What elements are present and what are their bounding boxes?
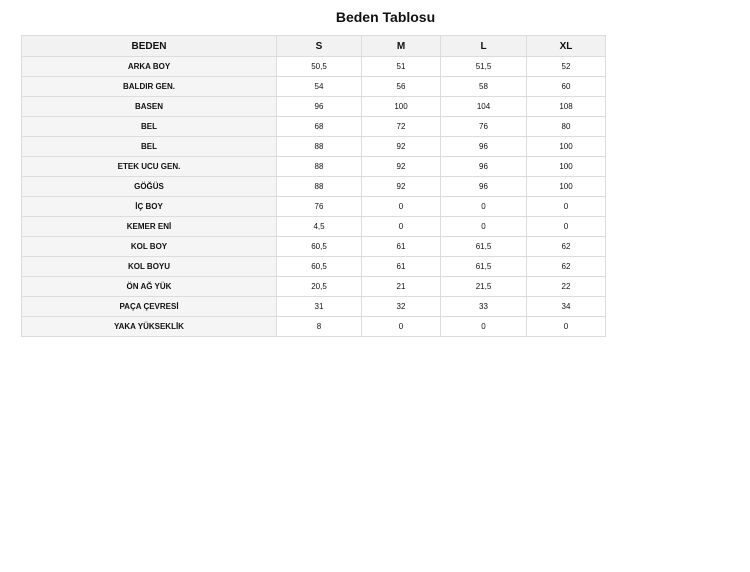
table-row <box>22 117 606 137</box>
table-cell: 96 <box>441 157 527 177</box>
table-cell: 96 <box>441 137 527 157</box>
table-row <box>22 197 606 217</box>
table-cell: 72 <box>362 117 441 137</box>
table-row <box>22 297 606 317</box>
table-cell: 100 <box>527 137 606 157</box>
table-cell: 76 <box>441 117 527 137</box>
row-label: GÖĞÜS <box>22 177 277 197</box>
table-cell: 4,5 <box>277 217 362 237</box>
table-cell: 20,5 <box>277 277 362 297</box>
table-cell: 92 <box>362 157 441 177</box>
page-title: Beden Tablosu <box>335 9 436 25</box>
table-body <box>22 57 606 337</box>
table-cell: 104 <box>441 97 527 117</box>
table-cell: 61 <box>362 237 441 257</box>
table-cell: 0 <box>441 317 527 337</box>
row-label: ETEK UCU GEN. <box>22 157 277 177</box>
table-cell: 0 <box>527 317 606 337</box>
table-cell: 96 <box>277 97 362 117</box>
row-label: PAÇA ÇEVRESİ <box>22 297 277 317</box>
table-cell: 31 <box>277 297 362 317</box>
table-cell: 88 <box>277 157 362 177</box>
table-row <box>22 237 606 257</box>
table-cell: 21 <box>362 277 441 297</box>
table-cell: 51,5 <box>441 57 527 77</box>
table-cell: 21,5 <box>441 277 527 297</box>
table-cell: 0 <box>362 217 441 237</box>
table-cell: 76 <box>277 197 362 217</box>
table-row <box>22 317 606 337</box>
table-cell: 61,5 <box>441 237 527 257</box>
table-cell: 61 <box>362 257 441 277</box>
row-label: BALDIR GEN. <box>22 77 277 97</box>
table-cell: 0 <box>527 217 606 237</box>
row-label: BEL <box>22 137 277 157</box>
row-label: ÖN AĞ YÜK <box>22 277 277 297</box>
table-cell: 22 <box>527 277 606 297</box>
table-cell: 0 <box>441 197 527 217</box>
row-label: KOL BOYU <box>22 257 277 277</box>
table-cell: 0 <box>362 197 441 217</box>
row-label: BASEN <box>22 97 277 117</box>
table-cell: 92 <box>362 137 441 157</box>
table-cell: 68 <box>277 117 362 137</box>
table-cell: 52 <box>527 57 606 77</box>
table-cell: 56 <box>362 77 441 97</box>
table-cell: 0 <box>362 317 441 337</box>
table-cell: 62 <box>527 237 606 257</box>
table-row <box>22 217 606 237</box>
table-cell: 54 <box>277 77 362 97</box>
table-cell: 92 <box>362 177 441 197</box>
table-cell: 96 <box>441 177 527 197</box>
column-header-beden: BEDEN <box>22 36 277 57</box>
table-cell: 88 <box>277 137 362 157</box>
table-cell: 80 <box>527 117 606 137</box>
table-cell: 61,5 <box>441 257 527 277</box>
table-header <box>22 36 606 57</box>
table-row <box>22 137 606 157</box>
table-row <box>22 277 606 297</box>
row-label: İÇ BOY <box>22 197 277 217</box>
table-cell: 0 <box>441 217 527 237</box>
table-cell: 62 <box>527 257 606 277</box>
row-label: YAKA YÜKSEKLİK <box>22 317 277 337</box>
table-cell: 50,5 <box>277 57 362 77</box>
row-label: ARKA BOY <box>22 57 277 77</box>
table-cell: 51 <box>362 57 441 77</box>
row-label: BEL <box>22 117 277 137</box>
table-cell: 60,5 <box>277 237 362 257</box>
table-cell: 60,5 <box>277 257 362 277</box>
table-row <box>22 57 606 77</box>
column-header-s: S <box>277 36 362 57</box>
table-row <box>22 97 606 117</box>
table-row <box>22 157 606 177</box>
column-header-l: L <box>441 36 527 57</box>
table-cell: 32 <box>362 297 441 317</box>
table-cell: 33 <box>441 297 527 317</box>
table-cell: 100 <box>362 97 441 117</box>
table-cell: 88 <box>277 177 362 197</box>
table-cell: 100 <box>527 177 606 197</box>
table-cell: 60 <box>527 77 606 97</box>
table-row <box>22 177 606 197</box>
column-header-m: M <box>362 36 441 57</box>
table-header-row <box>22 36 606 57</box>
row-label: KEMER ENİ <box>22 217 277 237</box>
table-cell: 8 <box>277 317 362 337</box>
table-cell: 34 <box>527 297 606 317</box>
row-label: KOL BOY <box>22 237 277 257</box>
table-row <box>22 77 606 97</box>
table-cell: 108 <box>527 97 606 117</box>
table-cell: 58 <box>441 77 527 97</box>
table-cell: 0 <box>527 197 606 217</box>
size-table <box>21 35 606 337</box>
table-row <box>22 257 606 277</box>
column-header-xl: XL <box>527 36 606 57</box>
table-cell: 100 <box>527 157 606 177</box>
